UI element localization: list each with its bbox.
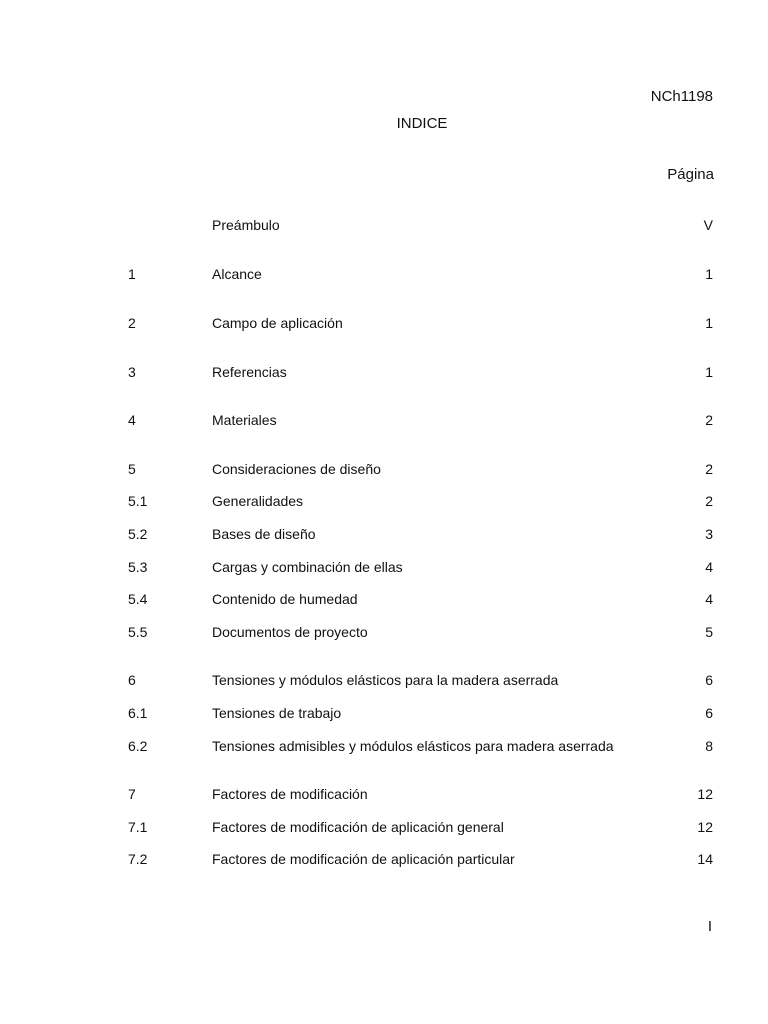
toc-entry-page: 2 xyxy=(705,461,713,477)
toc-entry-preambulo[interactable] xyxy=(0,215,768,235)
toc-entry-page: 12 xyxy=(697,786,713,802)
toc-entry-number: 5.2 xyxy=(128,526,148,542)
toc-entry-title: Contenido de humedad xyxy=(212,591,358,607)
toc-entry-3[interactable] xyxy=(0,362,768,382)
toc-entry-title: Factores de modificación xyxy=(212,786,368,802)
toc-entry-title: Tensiones admisibles y módulos elásticos para madera aserrada xyxy=(212,738,614,754)
toc-entry-7-2[interactable] xyxy=(0,849,768,869)
toc-entry-title: Generalidades xyxy=(212,493,304,509)
toc-entry-number: 5.1 xyxy=(128,493,148,509)
toc-entry-5-5[interactable] xyxy=(0,622,768,642)
toc-entry-page: 6 xyxy=(705,705,713,721)
toc-entry-page: 6 xyxy=(705,672,713,688)
toc-entry-1[interactable] xyxy=(0,264,768,284)
toc-entry-number: 5.4 xyxy=(128,591,148,607)
toc-entry-title: Alcance xyxy=(212,266,262,282)
toc-entry-title: Consideraciones de diseño xyxy=(212,461,381,477)
toc-entry-number: 7.1 xyxy=(128,819,148,835)
toc-entry-6[interactable] xyxy=(0,670,768,690)
toc-entry-number: 6.2 xyxy=(128,738,148,754)
toc-entry-5-4[interactable] xyxy=(0,589,768,609)
toc-entry-title: Documentos de proyecto xyxy=(212,624,368,640)
toc-entry-number: 5 xyxy=(128,461,136,477)
toc-entry-page: V xyxy=(703,217,713,233)
document-code: NCh1198 xyxy=(650,88,713,105)
toc-entry-number: 4 xyxy=(128,412,136,428)
toc-entry-number: 3 xyxy=(128,364,136,380)
toc-entry-5[interactable] xyxy=(0,459,768,479)
toc-entry-number: 5.5 xyxy=(128,624,148,640)
toc-entry-7[interactable] xyxy=(0,784,768,804)
toc-entry-page: 1 xyxy=(705,266,713,282)
toc-entry-page: 1 xyxy=(705,315,713,331)
toc-entry-title: Materiales xyxy=(212,412,277,428)
toc-entry-title: Tensiones y módulos elásticos para la madera aserrada xyxy=(212,672,559,688)
toc-entry-title: Factores de modificación de aplicación particular xyxy=(212,851,515,867)
toc-entry-page: 5 xyxy=(705,624,713,640)
document-title: INDICE xyxy=(396,115,448,132)
toc-entry-5-1[interactable] xyxy=(0,491,768,511)
toc-entry-4[interactable] xyxy=(0,410,768,430)
toc-entry-title: Cargas y combinación de ellas xyxy=(212,559,403,575)
toc-entry-number: 1 xyxy=(128,266,136,282)
toc-entry-number: 2 xyxy=(128,315,136,331)
toc-entry-page: 4 xyxy=(705,559,713,575)
toc-entry-title: Campo de aplicación xyxy=(212,315,343,331)
toc-entry-page: 8 xyxy=(705,738,713,754)
toc-entry-5-3[interactable] xyxy=(0,557,768,577)
toc-entry-6-1[interactable] xyxy=(0,703,768,723)
page-number: I xyxy=(707,918,712,935)
toc-entry-title: Factores de modificación de aplicación general xyxy=(212,819,504,835)
toc-entry-5-2[interactable] xyxy=(0,524,768,544)
toc-entry-number: 7 xyxy=(128,786,136,802)
toc-entry-page: 3 xyxy=(705,526,713,542)
toc-entry-number: 6 xyxy=(128,672,136,688)
page-column-header: Página xyxy=(667,166,714,183)
toc-entry-7-1[interactable] xyxy=(0,817,768,837)
toc-entry-6-2[interactable] xyxy=(0,736,768,756)
toc-entry-page: 12 xyxy=(697,819,713,835)
toc-entry-number: 7.2 xyxy=(128,851,148,867)
toc-entry-page: 4 xyxy=(705,591,713,607)
toc-entry-title: Preámbulo xyxy=(212,217,280,233)
toc-entry-title: Tensiones de trabajo xyxy=(212,705,342,721)
toc-entry-title: Referencias xyxy=(212,364,287,380)
toc-entry-number: 5.3 xyxy=(128,559,148,575)
toc-entry-title: Bases de diseño xyxy=(212,526,316,542)
toc-entry-page: 2 xyxy=(705,493,713,509)
toc-entry-page: 2 xyxy=(705,412,713,428)
toc-entry-page: 1 xyxy=(705,364,713,380)
toc-entry-2[interactable] xyxy=(0,313,768,333)
toc-entry-page: 14 xyxy=(697,851,713,867)
toc-entry-number: 6.1 xyxy=(128,705,148,721)
